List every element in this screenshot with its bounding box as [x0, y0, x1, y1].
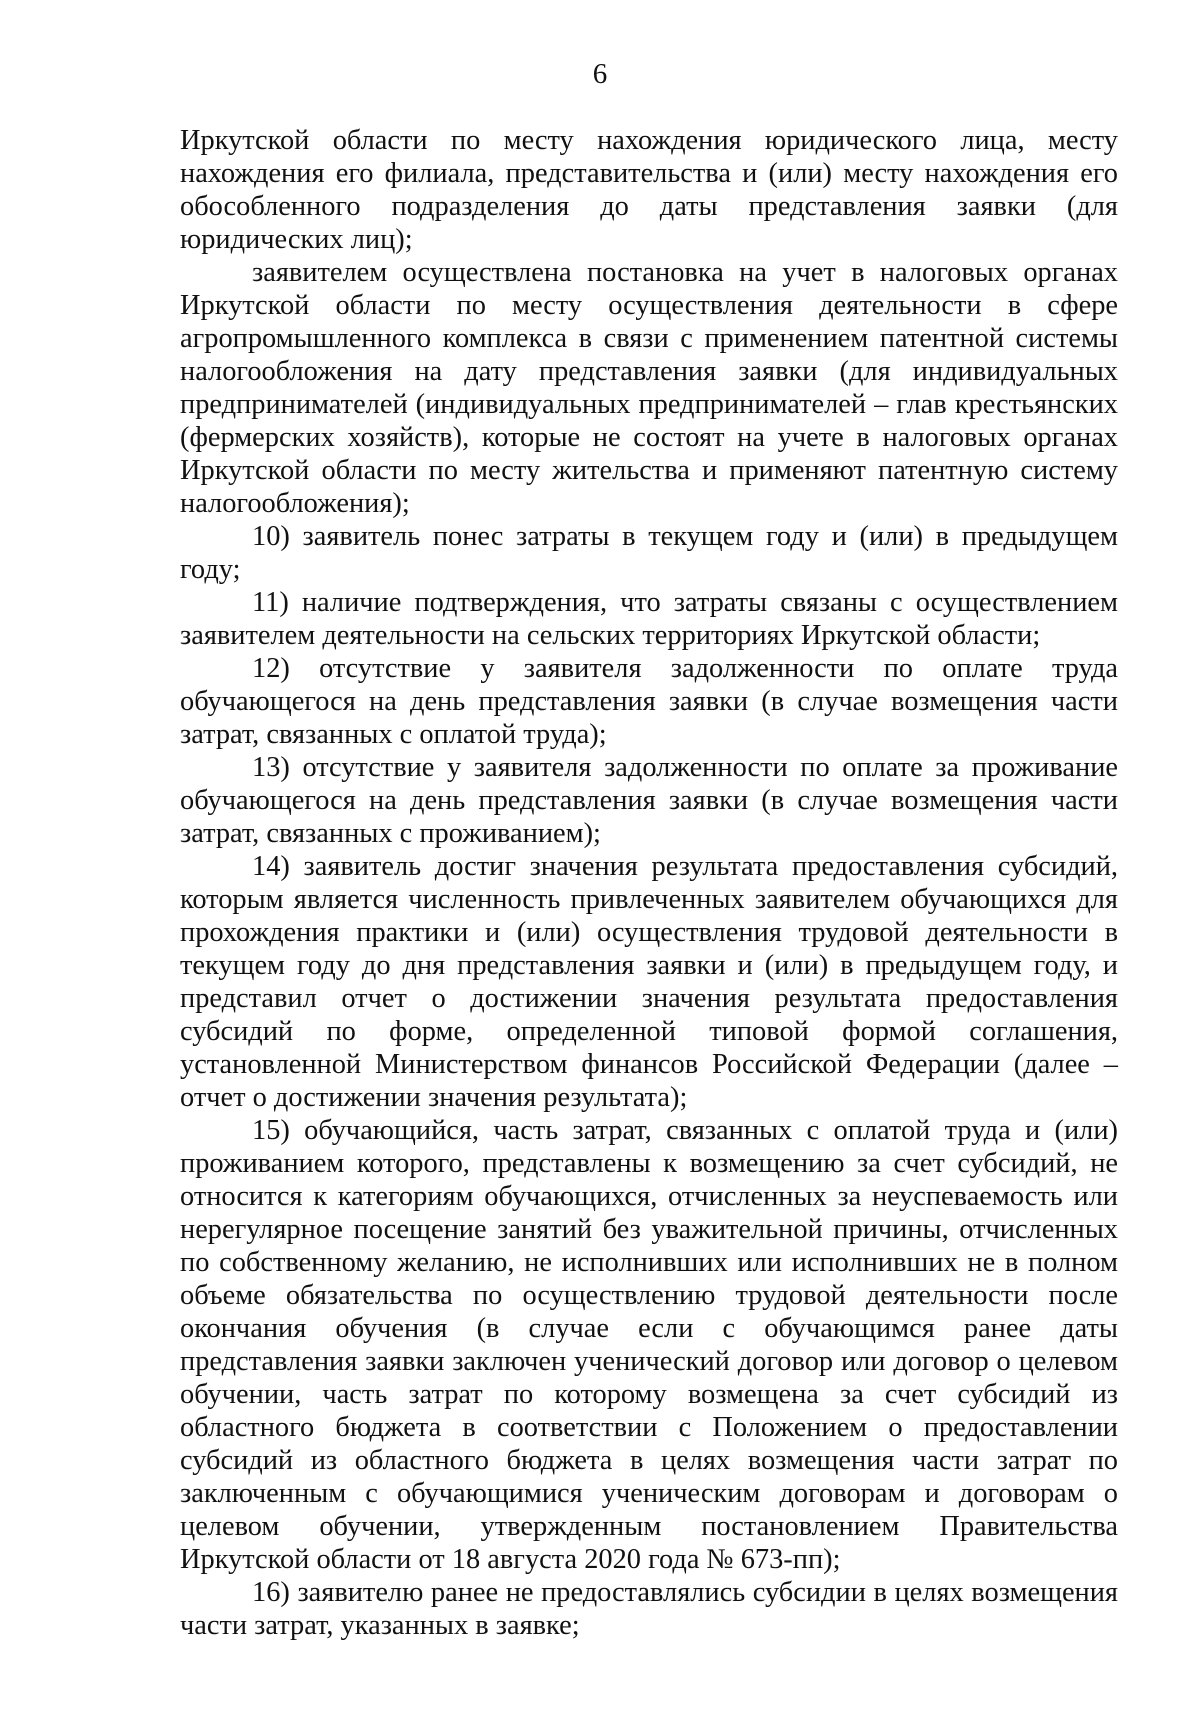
paragraph-continuation: Иркутской области по месту нахождения юридического лица, месту нахождения его филиала, представительства и (или) месту нахождения его обособленного подразделения до даты представления заявки (для юридических лиц);: [180, 125, 1118, 255]
paragraph-item-15: 15) обучающийся, часть затрат, связанных с оплатой труда и (или) проживанием которого, представлены к возмещению за счет субсидий, не относится к категориям обучающихся, отчисленных за неуспеваемость или нерегулярное посещение занятий без уважительной причины, отчисленных по собственному желанию, не исполнивших или исполнивших не в полном объеме обязательства по осуществлению трудовой деятельности после окончания обучения (в случае если с обучающимся ранее даты представления заявки заключен ученический договор или договор о целевом обучении, часть затрат по которому возмещена за счет субсидий из областного бюджета в соответствии с Положением о предоставлении субсидий из областного бюджета в целях возмещения части затрат по заключенным с обучающимися ученическим договорам и договорам о целевом обучении, утвержденным постановлением Правительства Иркутской области от 18 августа 2020 года № 673-пп);: [180, 1115, 1118, 1575]
paragraph-item-10: 10) заявитель понес затраты в текущем году и (или) в предыдущем году;: [180, 521, 1118, 585]
paragraph-item-14: 14) заявитель достиг значения результата предоставления субсидий, которым является численность привлеченных заявителем обучающихся для прохождения практики и (или) осуществления трудовой деятельности в текущем году до дня представления заявки и (или) в предыдущем году, и представил отчет о достижении значения результата предоставления субсидий по форме, определенной типовой формой соглашения, установленной Министерством финансов Российской Федерации (далее – отчет о достижении значения результата);: [180, 851, 1118, 1113]
document-body: [180, 124, 1118, 1642]
paragraph-item-11: 11) наличие подтверждения, что затраты связаны с осуществлением заявителем деятельности на сельских территориях Иркутской области;: [180, 587, 1118, 651]
paragraph-item-12: 12) отсутствие у заявителя задолженности по оплате труда обучающегося на день представления заявки (в случае возмещения части затрат, связанных с оплатой труда);: [180, 653, 1118, 750]
paragraph-item-16: 16) заявителю ранее не предоставлялись субсидии в целях возмещения части затрат, указанных в заявке;: [180, 1577, 1118, 1641]
page-number: 6: [592, 58, 608, 90]
paragraph-tax-registration: заявителем осуществлена постановка на учет в налоговых органах Иркутской области по месту осуществления деятельности в сфере агропромышленного комплекса в связи с применением патентной системы налогообложения на дату представления заявки (для индивидуальных предпринимателей (индивидуальных предпринимателей – глав крестьянских (фермерских хозяйств), которые не состоят на учете в налоговых органах Иркутской области по месту жительства и применяют патентную систему налогообложения);: [180, 257, 1118, 519]
paragraph-item-13: 13) отсутствие у заявителя задолженности по оплате за проживание обучающегося на день представления заявки (в случае возмещения части затрат, связанных с проживанием);: [180, 752, 1118, 849]
